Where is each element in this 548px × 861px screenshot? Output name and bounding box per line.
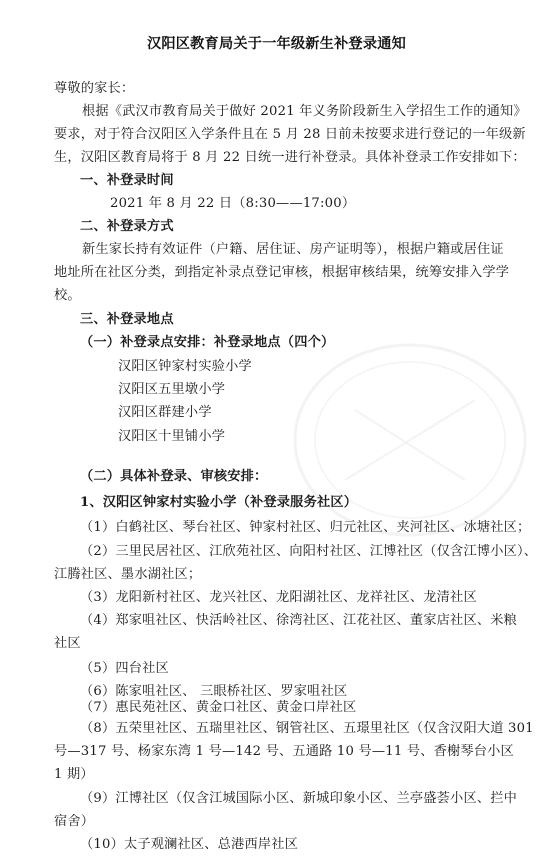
page-title: 汉阳区教育局关于一年级新生补登录通知 (147, 36, 406, 52)
community-line: （9）江博社区（仅含江城国际小区、新城印象小区、兰亭盛荟小区、拦中 (80, 791, 517, 806)
section3-sub1: （一）补登录点安排：补登录地点（四个） (80, 335, 335, 350)
section2-heading: 二、补登录方式 (80, 219, 174, 234)
community-line: （1）白鹤社区、琴台社区、钟家村社区、归元社区、夹河社区、冰塘社区； (80, 520, 531, 535)
school-item: 汉阳区群建小学 (118, 405, 212, 420)
community-line: 号—317 号、杨家东湾 1 号—142 号、五通路 10 号—11 号、香榭琴台小区 (54, 744, 514, 759)
community-line: （10）太子观澜社区、总港西岸社区 (80, 837, 298, 852)
school-item: 汉阳区十里铺小学 (118, 429, 226, 444)
intro-line-3: 生，汉阳区教育局将于 8 月 22 日统一进行补登录。具体补登录工作安排如下： (54, 150, 526, 165)
intro-line-1: 根据《武汉市教育局关于做好 2021 年义务阶段新生入学招生工作的通知》 (82, 104, 527, 119)
community-line: 社区 (54, 636, 81, 651)
community-line: （7）惠民苑社区、黄金口社区、黄金口岸社区 (80, 700, 357, 715)
community-line: 1 期） (54, 767, 94, 782)
community-line: （4）郑家咀社区、快活岭社区、徐湾社区、江花社区、董家店社区、米粮 (80, 613, 517, 628)
community-line: 宿舍） (54, 814, 95, 829)
section2-line-2: 地址所在社区分类，到指定补录点登记审核，根据审核结果，统筹安排入学学 (54, 265, 510, 280)
intro-line-2: 要求，对于符合汉阳区入学条件且在 5 月 28 日前未按要求进行登记的一年级新 (54, 127, 526, 142)
section1-time: 2021 年 8 月 22 日（8:30——17:00） (110, 196, 356, 211)
section3-sub2: （二）具体补登录、审核安排： (80, 469, 268, 484)
school-heading: 1、汉阳区钟家村实验小学（补登录服务社区） (80, 495, 358, 510)
school-item: 汉阳区钟家村实验小学 (118, 359, 252, 374)
community-line: （8）五荣里社区、五瑞里社区、钢管社区、五璟里社区（仅含汉阳大道 301 (80, 721, 534, 736)
community-line: （6）陈家咀社区、 三眼桥社区、罗家咀社区 (80, 684, 348, 699)
community-line: （3）龙阳新村社区、龙兴社区、龙阳湖社区、龙祥社区、龙清社区 (80, 590, 477, 605)
school-item: 汉阳区五里墩小学 (118, 382, 226, 397)
watermark-stamp-icon (285, 330, 535, 550)
community-line: （2）三里民居社区、江欣苑社区、向阳村社区、江博社区（仅含江博小区）、 (80, 544, 538, 559)
section3-heading: 三、补登录地点 (80, 312, 174, 327)
greeting: 尊敬的家长： (54, 81, 135, 96)
section2-line-1: 新生家长持有效证件（户籍、居住证、房产证明等），根据户籍或居住证 (82, 242, 504, 257)
section2-line-3: 校。 (54, 288, 81, 303)
community-line: 江腾社区、墨水湖社区； (54, 567, 202, 582)
community-line: （5）四台社区 (80, 661, 169, 676)
section1-heading: 一、补登录时间 (80, 173, 174, 188)
